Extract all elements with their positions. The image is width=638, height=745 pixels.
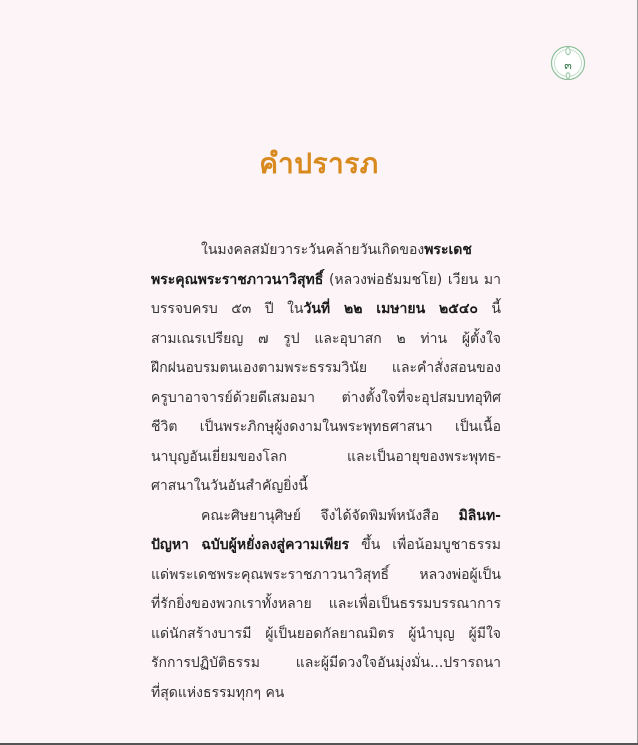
text-line: นาบุญอันเยี่ยมของโลก และเป็นอายุของพระพุทธ- — [151, 448, 501, 465]
text-line: ครูบาอาจารย์ด้วยดีเสมอมา ต่างตั้งใจที่จะอุปสมบทอุทิศ — [151, 389, 501, 406]
text-line: ที่สุดแห่งธรรมทุกๆ คน — [151, 684, 285, 701]
page-number-badge — [549, 44, 587, 82]
text-line: พระคุณพระราชภาวนาวิสุทธิ์ (หลวงพ่อธัมมชโย) เวียน มา — [151, 271, 501, 288]
text-line: คณะศิษยานุศิษย์ จึงได้จัดพิมพ์หนังสือ มิลินท- — [201, 507, 501, 524]
bold-text: วันที่ ๒๒ เมษายน ๒๕๔๐ — [303, 301, 478, 317]
bold-text: พระเดช — [424, 242, 472, 258]
text-line: ชีวิต เป็นพระภิกษุผู้งดงามในพระพุทธศาสนา เป็นเนื้อ — [151, 419, 501, 435]
text-line: สามเณรเปรียญ ๗ รูป และอุบาสก ๒ ท่าน ผู้ตั้งใจ — [151, 330, 501, 347]
text-line: ฝึกฝนอบรมตนเองตามพระธรรมวินัย และคำสั่งสอนของ — [151, 360, 501, 376]
page-number: ๓ — [564, 59, 572, 72]
text-line: แด่พระเดชพระคุณพระราชภาวนาวิสุทธิ์ หลวงพ่อผู้เป็น — [151, 566, 501, 583]
text-line: รักการปฏิบัติธรรม และผู้มีดวงใจอันมุ่งมั่น...ปรารถนา — [151, 655, 501, 671]
page-title: คำปรารภ — [259, 147, 379, 180]
bold-text: พระคุณพระราชภาวนาวิสุทธิ์ — [151, 271, 324, 288]
text-line: ที่รักยิ่งของพวกเราทั้งหลาย และเพื่อเป็นธรรมบรรณาการ — [151, 596, 501, 612]
bold-text: ปัญหา ฉบับผู้หยั่งลงสู่ความเพียร — [151, 537, 350, 553]
text-line: ปัญหา ฉบับผู้หยั่งลงสู่ความเพียร ขึ้น เพื่อน้อมบูชาธรรม — [151, 537, 501, 553]
body-text — [151, 236, 501, 708]
text-line: แด่นักสร้างบารมี ผู้เป็นยอดกัลยาณมิตร ผู้นำบุญ ผู้มีใจ — [151, 625, 501, 642]
bold-text: มิลินท- — [458, 507, 501, 524]
text-line: ศาสนาในวันอันสำคัญยิ่งนี้ — [151, 478, 308, 494]
text-line: บรรจบครบ ๕๓ ปี ในวันที่ ๒๒ เมษายน ๒๕๔๐ นี้ — [151, 301, 501, 317]
text-line: ในมงคลสมัยวาระวันคล้ายวันเกิดของพระเดช — [201, 242, 472, 258]
